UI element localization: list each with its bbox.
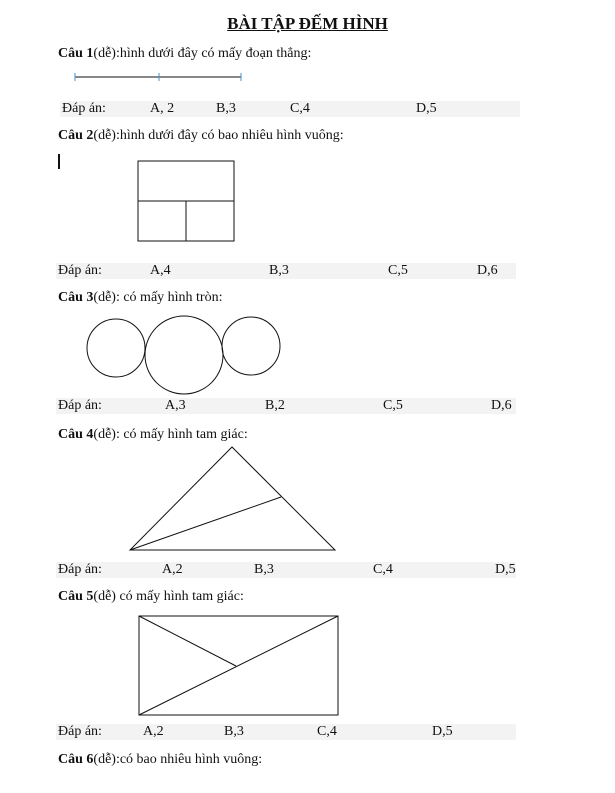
question-6-number: Câu 6 [58,752,94,767]
option-1-d: D,5 [416,101,437,116]
option-4-d: D,5 [495,562,516,577]
answer-label-4: Đáp án: [58,562,102,577]
option-3-d: D,6 [491,398,512,413]
option-4-b: B,3 [254,562,274,577]
option-1-b: B,3 [216,101,236,116]
option-2-a: A,4 [150,263,171,278]
option-5-c: C,4 [317,724,337,739]
question-1-number: Câu 1 [58,46,94,61]
answer-label-3: Đáp án: [58,398,102,413]
question-5-number: Câu 5 [58,589,94,604]
option-5-b: B,3 [224,724,244,739]
question-6 [58,752,262,768]
option-3-c: C,5 [383,398,403,413]
option-1-c: C,4 [290,101,310,116]
question-3-number: Câu 3 [58,290,94,305]
option-4-a: A,2 [162,562,183,577]
option-3-b: B,2 [265,398,285,413]
question-6-text: (dễ):có bao nhiêu hình vuông: [93,752,263,767]
option-2-d: D,6 [477,263,498,278]
question-3-text: (dễ): có mấy hình tròn: [93,290,223,305]
option-5-a: A,2 [143,724,164,739]
question-2-number: Câu 2 [58,128,94,143]
option-3-a: A,3 [165,398,186,413]
option-5-d: D,5 [432,724,453,739]
answer-label-2: Đáp án: [58,263,102,278]
option-2-b: B,3 [269,263,289,278]
page-title: BÀI TẬP ĐẾM HÌNH [227,14,388,33]
option-1-a: A, 2 [150,101,175,116]
option-2-c: C,5 [388,263,408,278]
question-2-text: (dễ):hình dưới đây có bao nhiêu hình vuông: [93,128,344,143]
question-1-text: (dễ):hình dưới đây có mấy đoạn thẳng: [93,46,312,61]
answer-label-5: Đáp án: [58,724,102,739]
option-4-c: C,4 [373,562,393,577]
answer-label-1: Đáp án: [62,101,106,116]
question-5-text: (dễ) có mấy hình tam giác: [93,589,244,604]
question-4-text: (dễ): có mấy hình tam giác: [93,427,248,442]
question-4-number: Câu 4 [58,427,94,442]
